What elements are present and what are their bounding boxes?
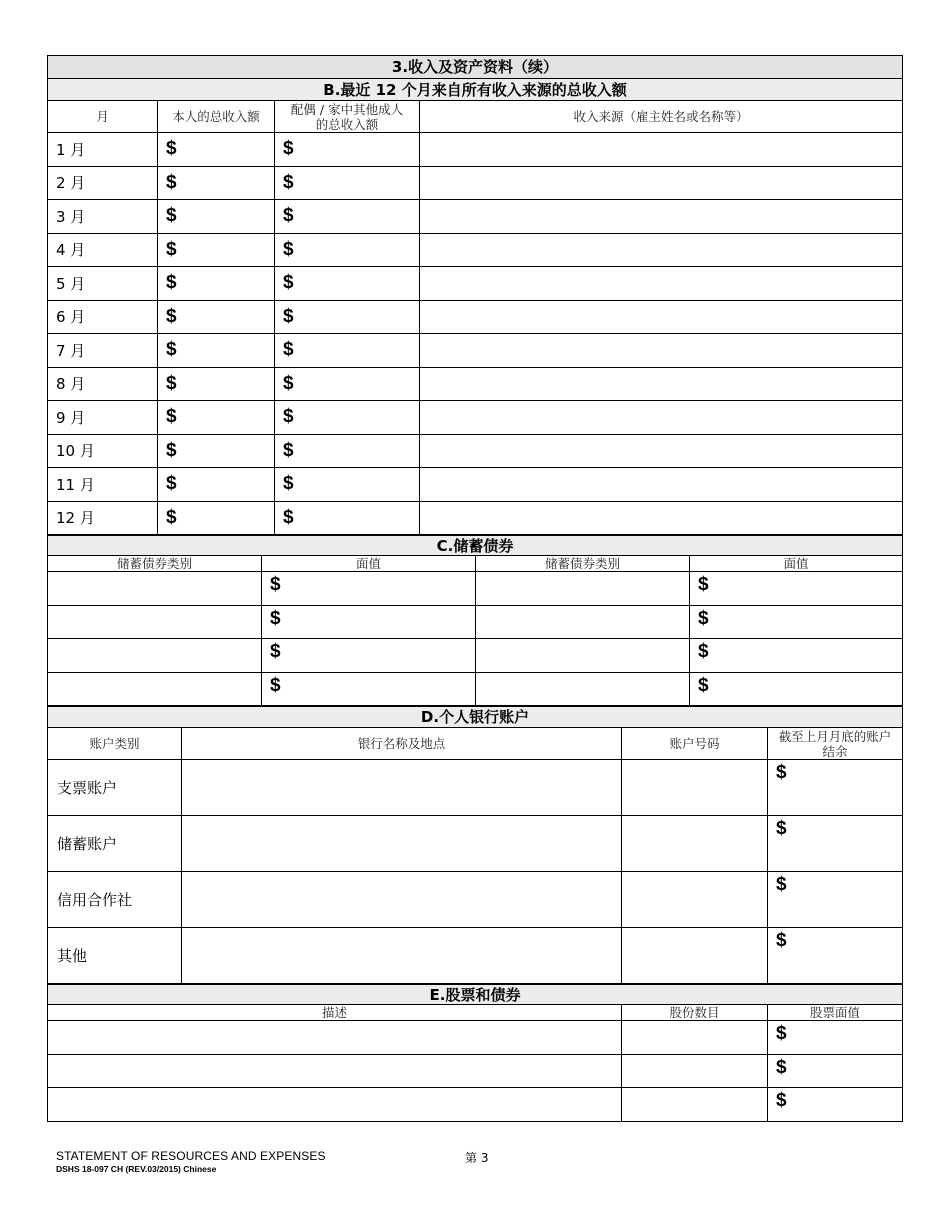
- income-row: [48, 468, 903, 502]
- bond-value-field[interactable]: $: [690, 639, 903, 673]
- own-income-field[interactable]: $: [158, 501, 275, 535]
- income-rows: [48, 133, 903, 535]
- bond-type-field[interactable]: [48, 572, 262, 606]
- income-source-field[interactable]: [420, 468, 903, 502]
- bank-name-field[interactable]: [182, 872, 622, 928]
- income-source-field[interactable]: [420, 133, 903, 167]
- income-source-field[interactable]: [420, 501, 903, 535]
- income-row: [48, 300, 903, 334]
- account-balance-field[interactable]: $: [768, 928, 903, 984]
- bond-rows: [48, 572, 903, 706]
- own-income-field[interactable]: $: [158, 233, 275, 267]
- month-label: 10 月: [48, 434, 158, 468]
- bank-name-header: 银行名称及地点: [182, 728, 622, 760]
- stock-table: [47, 984, 903, 1122]
- own-income-field[interactable]: $: [158, 401, 275, 435]
- stock-value-field[interactable]: $: [768, 1088, 903, 1122]
- month-label: 1 月: [48, 133, 158, 167]
- spouse-income-field[interactable]: $: [275, 367, 420, 401]
- own-income-field[interactable]: $: [158, 300, 275, 334]
- own-income-field[interactable]: $: [158, 334, 275, 368]
- bond-row: [48, 639, 903, 673]
- spouse-income-field[interactable]: $: [275, 300, 420, 334]
- income-source-field[interactable]: [420, 367, 903, 401]
- account-number-field[interactable]: [622, 816, 768, 872]
- account-row: [48, 760, 903, 816]
- bond-type-header-1: 储蓄债券类别: [48, 556, 262, 572]
- account-type-label: 储蓄账户: [48, 816, 182, 872]
- bond-value-field[interactable]: $: [690, 605, 903, 639]
- account-number-header: 账户号码: [622, 728, 768, 760]
- account-type-header: 账户类别: [48, 728, 182, 760]
- income-row: [48, 200, 903, 234]
- stock-value-field[interactable]: $: [768, 1021, 903, 1055]
- bond-type-header-2: 储蓄债券类别: [476, 556, 690, 572]
- own-income-field[interactable]: $: [158, 200, 275, 234]
- account-balance-field[interactable]: $: [768, 760, 903, 816]
- bond-type-field[interactable]: [48, 639, 262, 673]
- bond-type-field[interactable]: [48, 672, 262, 706]
- stock-rows: [48, 1021, 903, 1122]
- income-source-field[interactable]: [420, 166, 903, 200]
- account-type-label: 其他: [48, 928, 182, 984]
- bond-type-field[interactable]: [476, 639, 690, 673]
- section-c-title: C.储蓄债券: [48, 536, 903, 556]
- bond-value-field[interactable]: $: [690, 672, 903, 706]
- bond-type-field[interactable]: [48, 605, 262, 639]
- stock-row: [48, 1021, 903, 1055]
- income-source-field[interactable]: [420, 200, 903, 234]
- own-income-field[interactable]: $: [158, 166, 275, 200]
- account-number-field[interactable]: [622, 928, 768, 984]
- own-income-field[interactable]: $: [158, 367, 275, 401]
- spouse-income-field[interactable]: $: [275, 233, 420, 267]
- month-label: 7 月: [48, 334, 158, 368]
- month-label: 8 月: [48, 367, 158, 401]
- account-row: [48, 928, 903, 984]
- month-label: 4 月: [48, 233, 158, 267]
- income-source-header: 收入来源（雇主姓名或名称等）: [420, 101, 903, 133]
- bond-value-field[interactable]: $: [690, 572, 903, 606]
- income-source-field[interactable]: [420, 300, 903, 334]
- income-row: [48, 233, 903, 267]
- account-balance-field[interactable]: $: [768, 872, 903, 928]
- stock-description-field[interactable]: [48, 1021, 622, 1055]
- bank-name-field[interactable]: [182, 928, 622, 984]
- income-source-field[interactable]: [420, 434, 903, 468]
- income-row: [48, 267, 903, 301]
- bond-value-header-1: 面值: [262, 556, 476, 572]
- account-type-label: 信用合作社: [48, 872, 182, 928]
- bond-row: [48, 605, 903, 639]
- account-number-field[interactable]: [622, 872, 768, 928]
- income-row: [48, 367, 903, 401]
- account-balance-header: 截至上月月底的账户结余: [768, 728, 903, 760]
- stock-description-header: 描述: [48, 1005, 622, 1021]
- bond-value-field[interactable]: $: [262, 639, 476, 673]
- bond-value-field[interactable]: $: [262, 572, 476, 606]
- stock-row: [48, 1088, 903, 1122]
- spouse-income-field[interactable]: $: [275, 267, 420, 301]
- account-type-label: 支票账户: [48, 760, 182, 816]
- month-label: 2 月: [48, 166, 158, 200]
- bank-name-field[interactable]: [182, 816, 622, 872]
- month-label: 9 月: [48, 401, 158, 435]
- bank-name-field[interactable]: [182, 760, 622, 816]
- income-source-field[interactable]: [420, 334, 903, 368]
- stock-shares-field[interactable]: [622, 1054, 768, 1088]
- form: [47, 55, 903, 1122]
- form-title: STATEMENT OF RESOURCES AND EXPENSES: [56, 1149, 326, 1163]
- stock-description-field[interactable]: [48, 1088, 622, 1122]
- income-row: [48, 434, 903, 468]
- bond-row: [48, 672, 903, 706]
- section-d-title: D.个人银行账户: [48, 707, 903, 728]
- spouse-income-field[interactable]: $: [275, 501, 420, 535]
- own-income-header: 本人的总收入额: [158, 101, 275, 133]
- bond-type-field[interactable]: [476, 672, 690, 706]
- income-row: [48, 133, 903, 167]
- stock-description-field[interactable]: [48, 1054, 622, 1088]
- stock-row: [48, 1054, 903, 1088]
- bond-type-field[interactable]: [476, 572, 690, 606]
- income-row: [48, 401, 903, 435]
- spouse-income-field[interactable]: $: [275, 434, 420, 468]
- month-label: 3 月: [48, 200, 158, 234]
- income-source-field[interactable]: [420, 401, 903, 435]
- income-row: [48, 166, 903, 200]
- month-label: 11 月: [48, 468, 158, 502]
- account-row: [48, 816, 903, 872]
- savings-bond-table: [47, 535, 903, 706]
- bond-row: [48, 572, 903, 606]
- income-source-field[interactable]: [420, 233, 903, 267]
- bond-type-field[interactable]: [476, 605, 690, 639]
- account-rows: [48, 760, 903, 984]
- spouse-income-header: 配偶 / 家中其他成人的总收入额: [275, 101, 420, 133]
- month-label: 5 月: [48, 267, 158, 301]
- bond-value-header-2: 面值: [690, 556, 903, 572]
- month-label: 6 月: [48, 300, 158, 334]
- income-row: [48, 501, 903, 535]
- footer: [56, 1149, 326, 1174]
- document-title: 3.收入及资产资料（续）: [48, 56, 903, 79]
- section-b-title: B.最近 12 个月来自所有收入来源的总收入额: [48, 79, 903, 101]
- bond-value-field[interactable]: $: [262, 672, 476, 706]
- spouse-income-field[interactable]: $: [275, 468, 420, 502]
- stock-shares-header: 股份数目: [622, 1005, 768, 1021]
- stock-shares-field[interactable]: [622, 1021, 768, 1055]
- stock-value-field[interactable]: $: [768, 1054, 903, 1088]
- own-income-field[interactable]: $: [158, 434, 275, 468]
- bond-value-field[interactable]: $: [262, 605, 476, 639]
- spouse-income-field[interactable]: $: [275, 334, 420, 368]
- stock-shares-field[interactable]: [622, 1088, 768, 1122]
- spouse-income-field[interactable]: $: [275, 166, 420, 200]
- stock-value-header: 股票面值: [768, 1005, 903, 1021]
- month-label: 12 月: [48, 501, 158, 535]
- account-row: [48, 872, 903, 928]
- own-income-field[interactable]: $: [158, 267, 275, 301]
- income-source-field[interactable]: [420, 267, 903, 301]
- income-row: [48, 334, 903, 368]
- account-number-field[interactable]: [622, 760, 768, 816]
- income-table: [47, 55, 903, 535]
- form-id: DSHS 18-097 CH (REV.03/2015) Chinese: [56, 1164, 217, 1174]
- own-income-field[interactable]: $: [158, 133, 275, 167]
- spouse-income-field[interactable]: $: [275, 401, 420, 435]
- own-income-field[interactable]: $: [158, 468, 275, 502]
- page-number: 第 3: [465, 1151, 489, 1165]
- spouse-income-field[interactable]: $: [275, 200, 420, 234]
- spouse-income-field[interactable]: $: [275, 133, 420, 167]
- section-e-title: E.股票和债券: [48, 985, 903, 1005]
- bank-account-table: [47, 706, 903, 984]
- month-header: 月: [48, 101, 158, 133]
- account-balance-field[interactable]: $: [768, 816, 903, 872]
